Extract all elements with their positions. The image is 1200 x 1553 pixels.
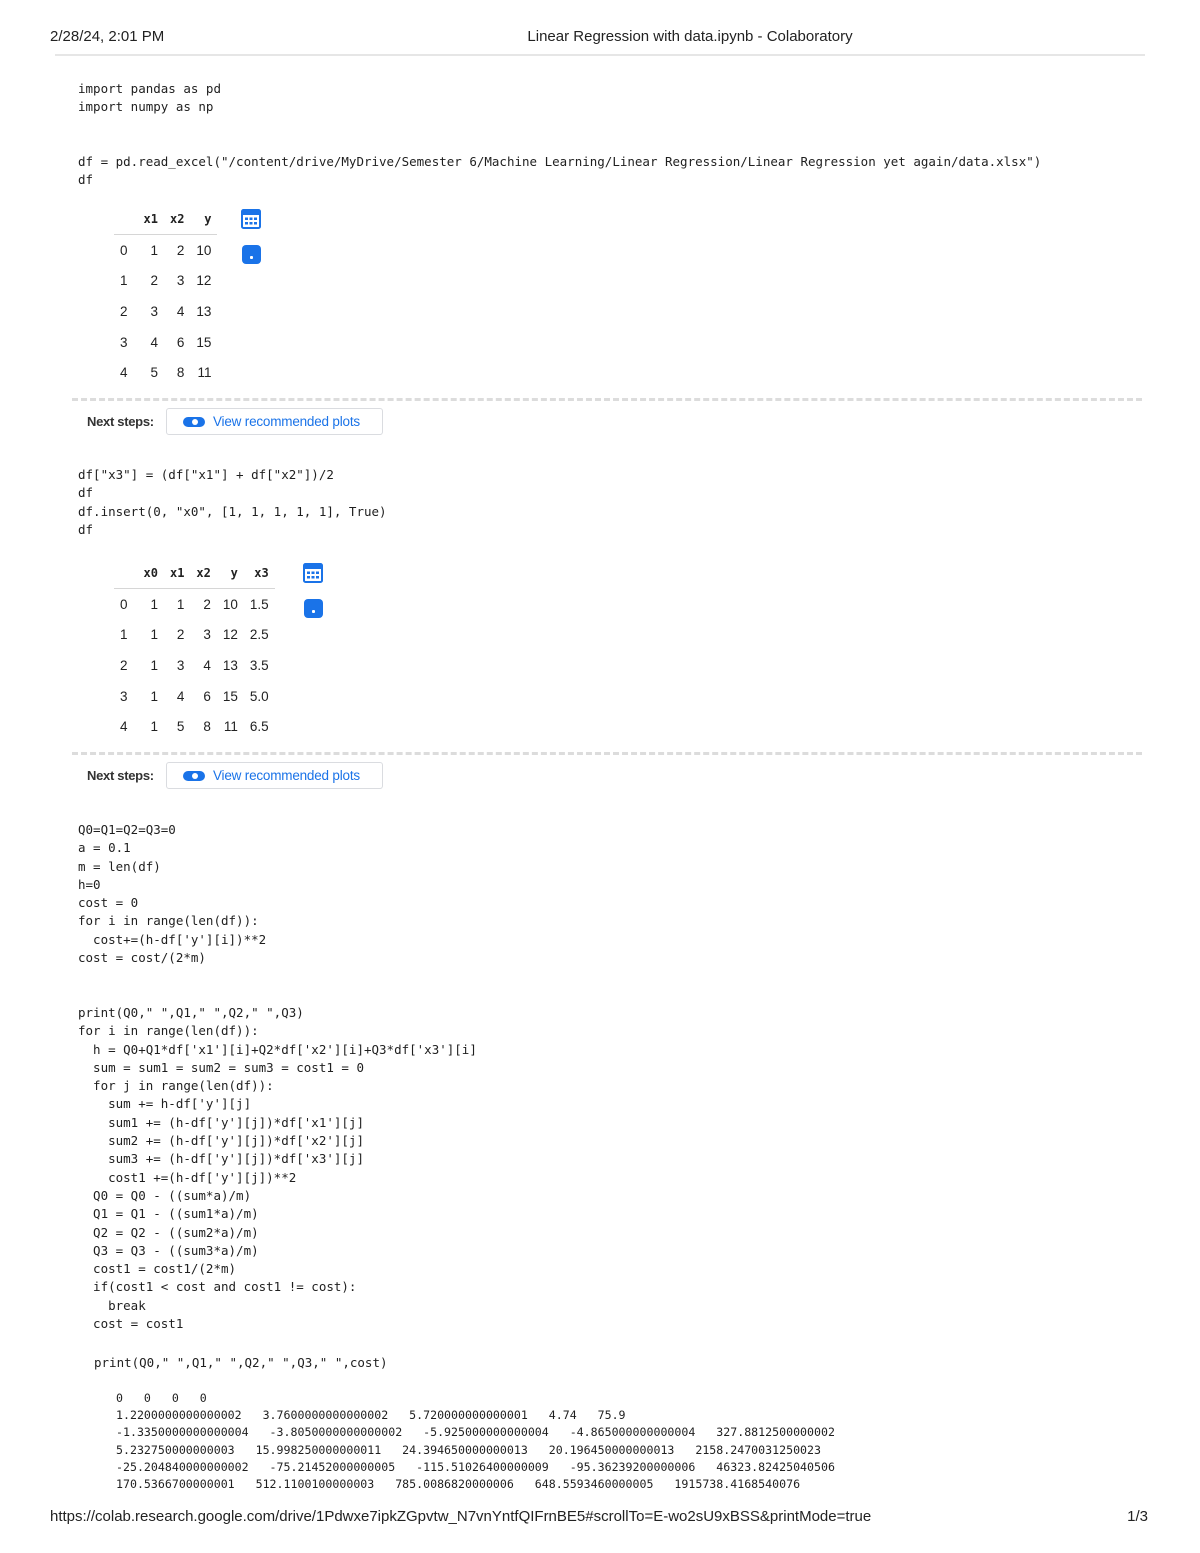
view-recommended-plots-button[interactable] (166, 408, 383, 435)
table-cell: 2 (176, 627, 185, 643)
row-index: 2 (120, 657, 128, 673)
toggle-chart-icon (183, 417, 205, 427)
code-cell-2[interactable]: df["x3"] = (df["x1"] + df["x2"])/2 df df.insert(0, "x0", [1, 1, 1, 1, 1], True) df (78, 467, 387, 537)
next-steps-label: Next steps: (87, 768, 154, 783)
table-cell: 3 (150, 303, 158, 319)
next-steps-label: Next steps: (87, 414, 154, 429)
table-cell: 1 (176, 596, 185, 612)
column-header: x1 (138, 204, 164, 235)
table-cell: 1 (150, 627, 158, 643)
interactive-table-icon[interactable] (304, 599, 323, 618)
table-row (114, 235, 217, 266)
table-cell: 10 (222, 596, 238, 612)
column-header: x2 (164, 204, 190, 235)
table-cell: 4 (150, 334, 158, 350)
code-cell-3[interactable]: Q0=Q1=Q2=Q3=0 a = 0.1 m = len(df) h=0 cost = 0 for i in range(len(df)): cost+=(h-df['y'][i])**2 cost = cost/(2*m) print(Q0," ",Q1," ",Q2," ",Q3) for i in range(len(df)): h = Q0+Q1*df['x1'][i]+Q2*df['x2'][i]+Q3*df['x3'][i] sum = sum1 = sum2 = sum3 = cost1 = 0 for j in range(len(df)): sum += h-df['y'][j] sum1 += (h-df['y'][j])*df['x1'][j] sum2 += (h-df['y'][j])*df['x2'][j] sum3 += (h-df['y'][j])*df['x3'][j] cost1 +=(h-df['y'][j])**2 Q0 = Q0 - ((sum*a)/m) Q1 = Q1 - ((sum1*a)/m) Q2 = Q2 - ((sum2*a)/m) Q3 = Q3 - ((sum3*a)/m) cost1 = cost1/(2*m) if(cost1 < cost and cost1 != cost): break cost = cost1 (78, 822, 477, 1332)
table-row (114, 620, 275, 651)
table-cell: 6.5 (249, 719, 269, 735)
code-cell-3-print[interactable]: print(Q0," ",Q1," ",Q2," ",Q3," ",cost) (94, 1355, 388, 1370)
table-cell: 8 (176, 365, 185, 381)
table-cell: 1.5 (249, 596, 269, 612)
output-separator (72, 752, 1142, 755)
table-cell: 6 (203, 688, 211, 704)
column-header: x1 (164, 558, 190, 589)
row-index: 3 (120, 334, 128, 350)
table-cell: 8 (203, 719, 211, 735)
button-label: View recommended plots (213, 414, 360, 429)
interactive-table-icon[interactable] (242, 245, 261, 264)
cell-3-output: 0 0 0 0 1.2200000000000002 3.7600000000000002 5.720000000000001 4.74 75.9 -1.3350000000000004 -3.8050000000000002 -5.925000000000004 -4.865000000000004 327.8812500000002 5.232750000000003 15.998250000000011 24.394650000000013 20.196450000000013 2158.2470031250023 -25.204840000000002 -75.21452000000005 -115.51026400000009 -95.36239200000006 46323.82425040506 170.5366700000001 512.1100100000003 785.0086820000006 648.5593460000005 1915738.4168540076 (116, 1391, 835, 1492)
table-cell: 3.5 (249, 657, 269, 673)
table-cell: 3 (176, 657, 185, 673)
row-index: 1 (120, 273, 128, 289)
row-index: 2 (120, 303, 128, 319)
row-index: 4 (120, 365, 128, 381)
column-header: x2 (190, 558, 216, 589)
row-index: 1 (120, 627, 128, 643)
table-cell: 5.0 (249, 688, 269, 704)
button-label: View recommended plots (213, 768, 360, 783)
column-header: y (217, 558, 244, 589)
table-cell: 4 (176, 688, 185, 704)
table-row (114, 327, 217, 358)
table-row (114, 711, 275, 742)
row-index: 0 (120, 242, 128, 258)
table-row (114, 681, 275, 712)
index-header (114, 204, 138, 235)
table-cell: 2.5 (249, 627, 269, 643)
table-cell: 11 (197, 365, 212, 381)
row-index: 4 (120, 719, 128, 735)
column-header: y (190, 204, 217, 235)
print-datetime: 2/28/24, 2:01 PM (50, 28, 165, 45)
table-row (114, 266, 217, 297)
table-cell: 5 (150, 365, 158, 381)
table-cell: 6 (176, 334, 185, 350)
table-cell: 15 (222, 688, 238, 704)
table-cell: 2 (203, 596, 211, 612)
table-cell: 5 (176, 719, 185, 735)
table-cell: 1 (150, 242, 158, 258)
output-separator (72, 398, 1142, 401)
table-row (114, 650, 275, 681)
table-cell: 12 (222, 627, 238, 643)
table-cell: 13 (196, 303, 212, 319)
table-cell: 15 (196, 334, 212, 350)
dataframe-table-2 (114, 558, 275, 742)
table-row (114, 357, 217, 388)
table-cell: 12 (196, 273, 212, 289)
table-cell: 3 (176, 273, 185, 289)
table-row (114, 589, 275, 620)
calculator-grid-icon[interactable] (241, 209, 261, 229)
table-cell: 4 (203, 657, 211, 673)
row-index: 3 (120, 688, 128, 704)
table-cell: 11 (223, 719, 238, 735)
calculator-grid-icon[interactable] (303, 563, 323, 583)
view-recommended-plots-button[interactable] (166, 762, 383, 789)
table-cell: 2 (176, 242, 185, 258)
table-row (114, 296, 217, 327)
page-number: 1/3 (1127, 1508, 1148, 1525)
table-cell: 1 (150, 688, 158, 704)
table-cell: 10 (196, 242, 212, 258)
table-cell: 1 (150, 657, 158, 673)
dataframe-table-1 (114, 204, 217, 388)
index-header (114, 558, 138, 589)
header-divider (55, 54, 1145, 56)
page-title: Linear Regression with data.ipynb - Colaboratory (527, 28, 853, 45)
table-cell: 13 (222, 657, 238, 673)
table-cell: 1 (150, 719, 158, 735)
table-cell: 3 (203, 627, 211, 643)
page-url: https://colab.research.google.com/drive/1Pdwxe7ipkZGpvtw_N7vnYntfQIFrnBE5#scrollTo=E-wo2sU9xBSS&printMode=true (50, 1508, 872, 1525)
toggle-chart-icon (183, 771, 205, 781)
table-cell: 2 (150, 273, 158, 289)
row-index: 0 (120, 596, 128, 612)
code-cell-1[interactable]: import pandas as pd import numpy as np df = pd.read_excel("/content/drive/MyDrive/Semester 6/Machine Learning/Linear Regression/Linear Regression yet again/data.xlsx") df (78, 81, 1042, 188)
table-cell: 4 (176, 303, 185, 319)
column-header: x3 (244, 558, 275, 589)
table-cell: 1 (150, 596, 158, 612)
column-header: x0 (138, 558, 164, 589)
